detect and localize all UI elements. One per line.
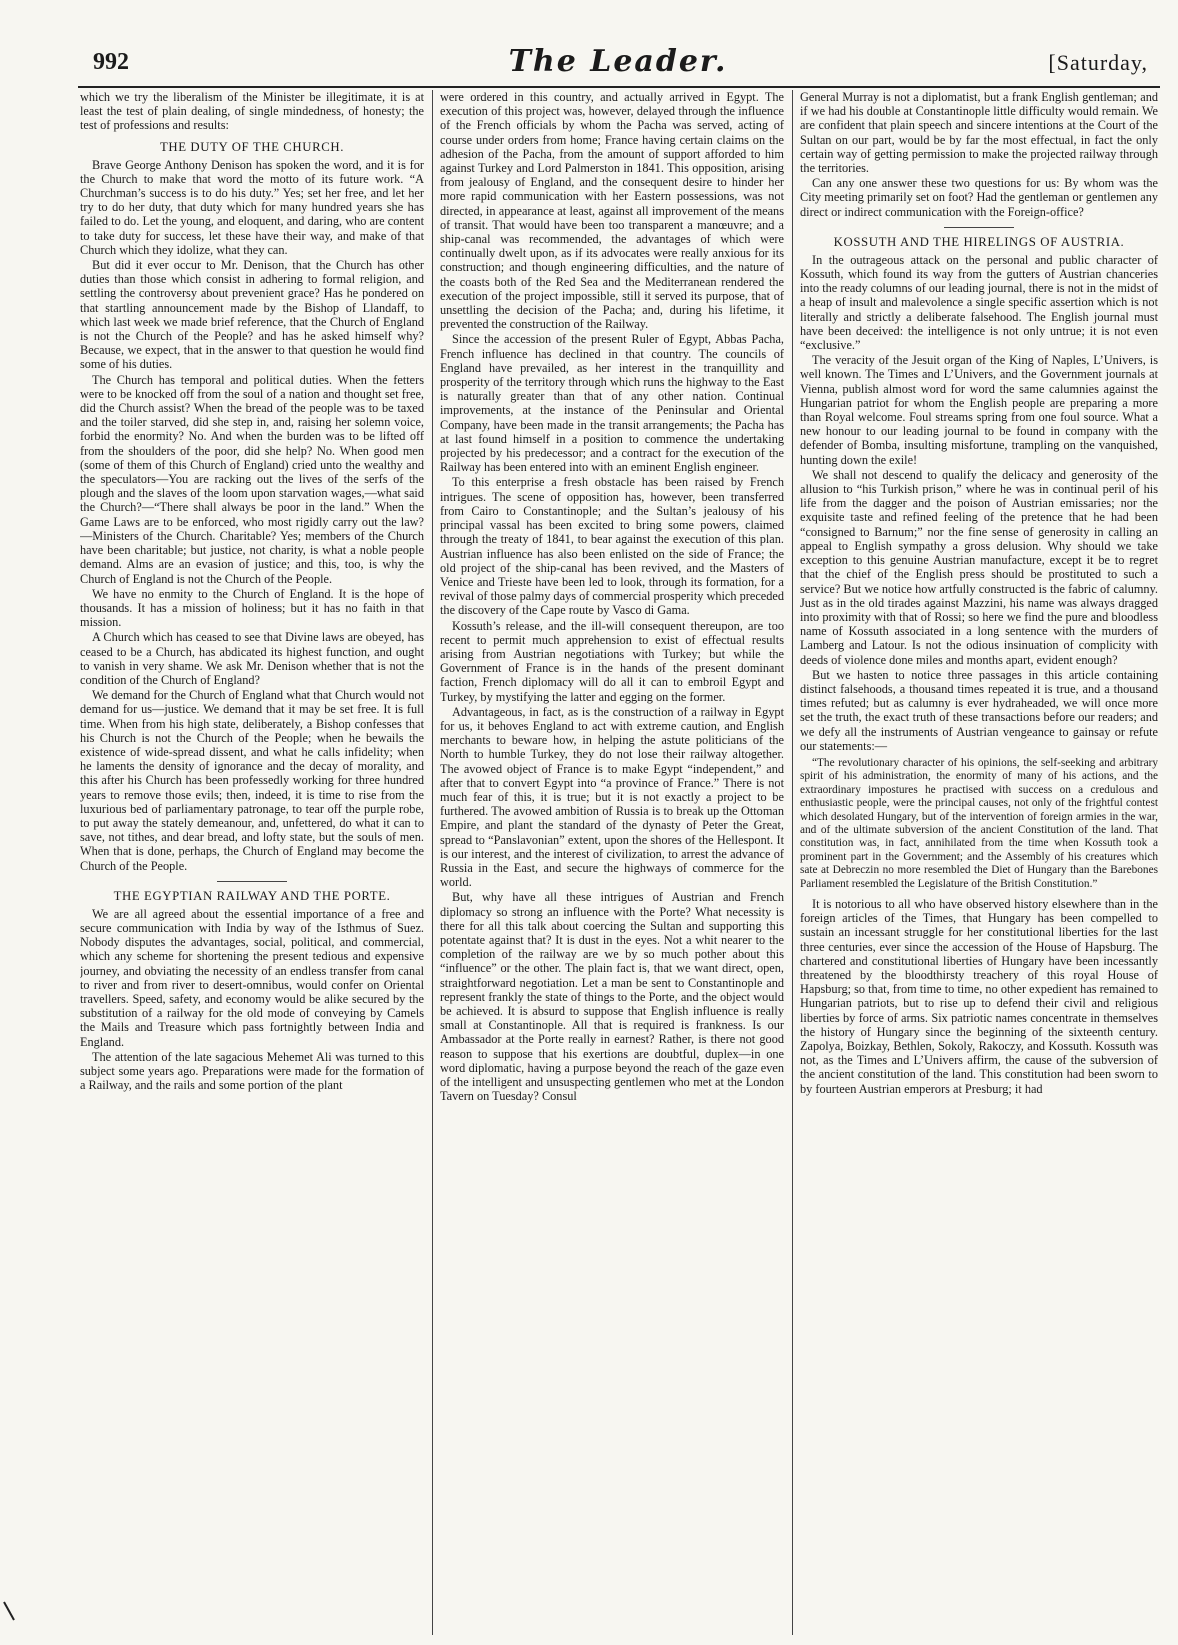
- block-quote: [800, 757, 1158, 891]
- issue-day: [Saturday,: [1048, 50, 1148, 75]
- paragraph: To this enterprise a fresh obstacle has been raised by French intrigues. The scene of opposition has, however, been transferred from Cairo to Constantinople; and the Sultan’s jealousy of his principal vassal has been excited to bring some powers, claimed through the treaty of 1841, to bear against the execution of this plan. Austrian influence has also been enlisted on the side of France; the old project of the ship-canal has been revived, and the Masters of Venice and Trieste have been led to look, through its formation, for a revival of those palmy days of commercial prosperity which preceded the discovery of the Cape route by Vasco di Gama.: [440, 475, 784, 618]
- masthead: [78, 46, 1158, 86]
- paragraph: It is notorious to all who have observed history elsewhere than in the foreign articles of the Times, that Hungary has been compelled to sustain an incessant struggle for her constitutional liberties for the last three centuries, ever since the accession of the House of Hapsburg. The chartered and constitutional liberties of Hungary have been incessantly threatened by the bloodthirsty treachery of this royal House of Hapsburg; so that, from time to time, no other expedient has remained to Hungarian patriots, but to rise up to defend their civil and religious liberties by force of arms. Six patriotic names concentrate in themselves the history of Hungary since the beginning of the sixteenth century. Zapolya, Boizkay, Bethlen, Sokoly, Rakoczy, and Kossuth. Kossuth was not, as the Times and L’Univers affirm, the cause of the subversion of the ancient constitution of the land. This constitution had been sworn to by fourteen Austrian emperors at Presburg; it had: [800, 897, 1158, 1096]
- paragraph: Since the accession of the present Ruler of Egypt, Abbas Pacha, French influence has declined in that country. The councils of England have prevailed, as her interest in the tranquillity and prosperity of the territory through which runs the highway to the East is naturally greater than that of any other nation. Continual improvements, at the instance of the Peninsular and Oriental Company, have been made in the transit arrangements; the Pacha has at last found himself in a position to commence the undertaking projected by his predecessor; and a contract for the execution of the Railway has been entered into with an eminent English engineer.: [440, 332, 784, 475]
- paragraph: which we try the liberalism of the Minister be illegitimate, it is at least the test of plain dealing, of single mindedness, of honesty; the test of professions and results:: [80, 90, 424, 133]
- column-3: [800, 90, 1158, 1635]
- paragraph: We are all agreed about the essential importance of a free and secure communication with India by way of the Isthmus of Suez. Nobody disputes the advantages, social, political, and commercial, which any scheme for shortening the present tedious and expensive journey, and obviating the necessity of an endless transfer from canal to river and from river to desert-omnibus, would confer on Oriental travellers. Speed, safety, and economy would be alike secured by the substitution of a railway for the old mode of conveying by Camels the Mails and Treasure which pass fortnightly between India and England.: [80, 906, 424, 1049]
- paragraph: We have no enmity to the Church of England. It is the hope of thousands. It has a mission of holiness; but it has no faith in that mission.: [80, 586, 424, 630]
- column-divider: [432, 90, 433, 1635]
- paragraph: The attention of the late sagacious Mehemet Ali was turned to this subject some years ago. Preparations were made for the formation of a Railway, and the rails and some portion of the plant: [80, 1049, 424, 1093]
- section-rule: [217, 881, 287, 882]
- column-1: [80, 90, 424, 1635]
- paragraph: The veracity of the Jesuit organ of the King of Naples, L’Univers, is well known. The Times and L’Univers, and the Government journals at Vienna, publish almost word for word the same calumnies against the Hungarian patriot for whom the English people are preparing a more than Royal welcome. Foul streams spring from one foul source. What a new honour to our leading journal to be found in company with the defender of Bomba, insulting misfortune, trampling on the vanquished, hunting down the exile!: [800, 353, 1158, 467]
- paragraph: But we hasten to notice three passages in this article containing distinct falsehoods, a thousand times repeated it is true, and a thousand times refuted; but as calumny is ever hydraheaded, we will once more set the truth, the exact truth of these transactions before our readers; and we defy all the instruments of Austrian vengeance to gainsay or refute our statements:—: [800, 667, 1158, 753]
- article-heading-kossuth: KOSSUTH AND THE HIRELINGS OF AUSTRIA.: [833, 234, 1125, 249]
- article-heading-egyptian-railway: THE EGYPTIAN RAILWAY AND THE PORTE.: [113, 888, 391, 903]
- paragraph: But, why have all these intrigues of Austrian and French diplomacy so strong an influence with the Porte? What necessity is there for all this talk about coercing the Sultan and supporting this potentate against that? It is dust in the eyes. Not a whit nearer to the completion of the railway are we by so much pother about this “influence” or the other. The plain fact is, that we want direct, open, straightforward negotiation. Let a man be sent to Constantinople and represent frankly the state of things to the Porte, and the object would be achieved. It is absurd to suppose that English influence is really small at Constantinople. All that is required is frankness. Is our Ambassador at the Porte really in earnest? Rather, is there not good reason to suppose that his exertions are doubtful, duplex—in one word diplomatic, having a purpose beyond the reach of the gaze even of the intelligent and unsuspecting gentlemen who met at the London Tavern on Tuesday? Consul: [440, 890, 784, 1104]
- article-columns: [80, 90, 1160, 1635]
- article-heading-duty-of-the-church: THE DUTY OF THE CHURCH.: [159, 139, 345, 154]
- paragraph: We shall not descend to qualify the delicacy and generosity of the allusion to “his Turkish prison,” where he was in continual peril of his life from the dagger and the poison of Austrian emissaries; nor the exquisite taste and refined feeling of the pretence that he had been “consigned to Barnum;” nor the fine sense of generosity in calling an appeal to English sympathy a gross delusion. Why should we take exception to this genuine Austrian manufacture, except it be to regret that the chief of the English press should be prostituted to such a service? But we notice how artfully constructed is the fabric of calumny. Just as in the old tirades against Mazzini, his name was always dragged into proximity with that of Rossi; so here we find the pure and bloodless name of Kossuth associated in a long sentence with the murders of Lamberg and Latour. Is not the odious insinuation of complicity with deeds of violence done miles and months apart, evident enough?: [800, 467, 1158, 667]
- column-divider: [792, 90, 793, 1635]
- paragraph: We demand for the Church of England what that Church would not demand for us—justice. We demand that it may be set free. It is full time. When from his high state, deliberately, a Bishop confesses that his Church is not the Church of the People; when he bewails the existence of wide-spread dissent, and what he calls infidelity; when he laments the density of ignorance and the decay of morality, and this after his Church has been professedly working for three hundred years to remove those evils; then, indeed, it is time to rise from the luxurious bed of parliamentary patronage, to tear off the purple robe, to put away the stately demeanour, and, unfettered, do what it can to save, not tithes, and dear bread, and lofty state, but the souls of men. When that is done, perhaps, the Church of England may become the Church of the People.: [80, 688, 424, 873]
- section-rule: [944, 227, 1014, 228]
- paragraph: A Church which has ceased to see that Divine laws are obeyed, has ceased to be a Church, has abdicated its highest function, and ought to vanish in very shame. We ask Mr. Denison whether that is not the condition of the Church of England?: [80, 630, 424, 687]
- paragraph: The Church has temporal and political duties. When the fetters were to be knocked off from the soul of a nation and thought set free, did the Church assist? When the bread of the people was to be taxed and the toiler starved, did she step in, and, raising her solemn voice, forbid the enormity? No. And when the burden was to be lifted off from the shoulders of the poor, did she help? No. When good men (some of them of this Church of England) cried unto the wealthy and the speculators—You are racking out the lives of the serfs of the plough and the slaves of the loom upon starvation wages,—what said the Church?—“There shall always be poor in the land.” When the Game Laws are to be enforced, who most rigidly carry out the law?—Ministers of the Church. Charitable? Yes; members of the Church have been charitable; but justice, not charity, is what a noble people demand. Alms are an evasion of justice; and this, too, is why the Church of England is not the Church of the People.: [80, 372, 424, 586]
- quote-text: “The revolutionary character of his opinions, the self-seeking and arbitrary spirit of his administration, the enormity of many of his actions, and the extraordinary impostures he practised with success on a credulous and enthusiastic people, were the principal causes, not only of the frightful contest which desolated Hungary, but of the intervention of foreign armies in the war, and of the ultimate subversion of the ancient Constitution of the land. That constitution was, in fact, annihilated from the time when Kossuth took a prominent part in the Government; and the Assembly of his creatures which sate at Debreczin no more resembled the Diet of Hungary than the Barebones Parliament resembled the Legislature of the British Constitution.”: [800, 756, 1158, 890]
- masthead-rule: [78, 86, 1160, 88]
- paragraph: were ordered in this country, and actually arrived in Egypt. The execution of this project was, however, delayed through the influence of the French officials by whom the Pacha was served, acting of course under orders from home; France having certain claims on the adhesion of the Pacha, from the amount of support afforded to him against Turkey and Lord Palmerston in 1841. This opposition, arising from jealousy of England, and the consequent desire to hinder her more rapid communication with her Eastern possessions, was not directed, in appearance at least, against all improvement of the means of transit. That would have been too transparent a manœuvre; and a ship-canal was recommended, the advantages of which were continually dwelt upon, as if its advocates were really anxious for its construction; and though engineering difficulties, and the nature of the coasts both of the Red Sea and the Mediterranean rendered the execution of the project impossible, still it served its purpose, that of unsettling the decision of the Pacha; and, during his lifetime, it prevented the construction of the Railway.: [440, 90, 784, 332]
- page-number: 992: [93, 49, 129, 75]
- paragraph: But did it ever occur to Mr. Denison, that the Church has other duties than those which consist in adhering to formal religion, and settling the controversy about prevenient grace? Has he pondered on that startling announcement made by the Bishop of Llandaff, to which last week we made brief reference, that the Church of England is not the Church of the People? and has he asked himself why? Because, we expect, that in the answer to that question he would find some of his duties.: [80, 258, 424, 372]
- margin-mark-icon: [2, 1600, 22, 1622]
- paragraph: General Murray is not a diplomatist, but a frank English gentleman; and if we had his double at Constantinople little difficulty would remain. We are confident that plain speech and sincere intentions at the Court of the Sultan on our part, would be by far the most effectual, in fact the only certain way of getting permission to make the projected railway through the territories.: [800, 90, 1158, 176]
- column-2: [440, 90, 784, 1635]
- paragraph: Can any one answer these two questions for us: By whom was the City meeting primarily set on foot? Had the gentleman or gentlemen any direct or indirect communication with the Foreign-office?: [800, 176, 1158, 219]
- paragraph: Advantageous, in fact, as is the construction of a railway in Egypt for us, it behoves England to act with extreme caution, and English merchants to beware how, in helping the astute politicians of the North to humble Turkey, they do not lose their railway altogether. The avowed object of France is to make Egypt “independent,” and after that to convert Egypt into “a province of France.” There is not much fear of this, it is true; but it is not exactly a project to be furthered. The avowed ambition of Russia is to break up the Ottoman Empire, and plant the standard of the dynasty of Peter the Great, spread to “Panslavonian” extent, upon the shores of the Hellespont. It is our interest, and the interest of civilization, to arrest the advance of Russia in the East, and secure the highways of commerce for the world.: [440, 704, 784, 890]
- paragraph: In the outrageous attack on the personal and public character of Kossuth, which found its way from the gutters of Austrian chanceries into the ready columns of our leading journal, there is not in the midst of a heap of insult and malevolence a single specific assertion which is not literally and strictly a deliberate falsehood. The English journal must have been deceived: the intelligence is not only untrue; it is not even “exclusive.”: [800, 252, 1158, 353]
- paragraph: Kossuth’s release, and the ill-will consequent thereupon, are too recent to permit much apprehension to exist of effectual results arising from Austrian negotiations with Turkey; but while the Government of France is in the hands of the present dominant faction, French diplomacy will do all it can to embroil Egypt and Turkey, by mystifying the latter and egging on the former.: [440, 618, 784, 704]
- paragraph: Brave George Anthony Denison has spoken the word, and it is for the Church to make that word the motto of its future work. “A Churchman’s success is to do his duty.” Yes; set her free, and let her try to do her duty, that duty which for many hundred years she has failed to do. Let the young, and eloquent, and daring, who are content to take duty for success, let these have their way, and make of that Church which they idolize, what they can.: [80, 157, 424, 257]
- publication-title: The Leader.: [508, 44, 728, 79]
